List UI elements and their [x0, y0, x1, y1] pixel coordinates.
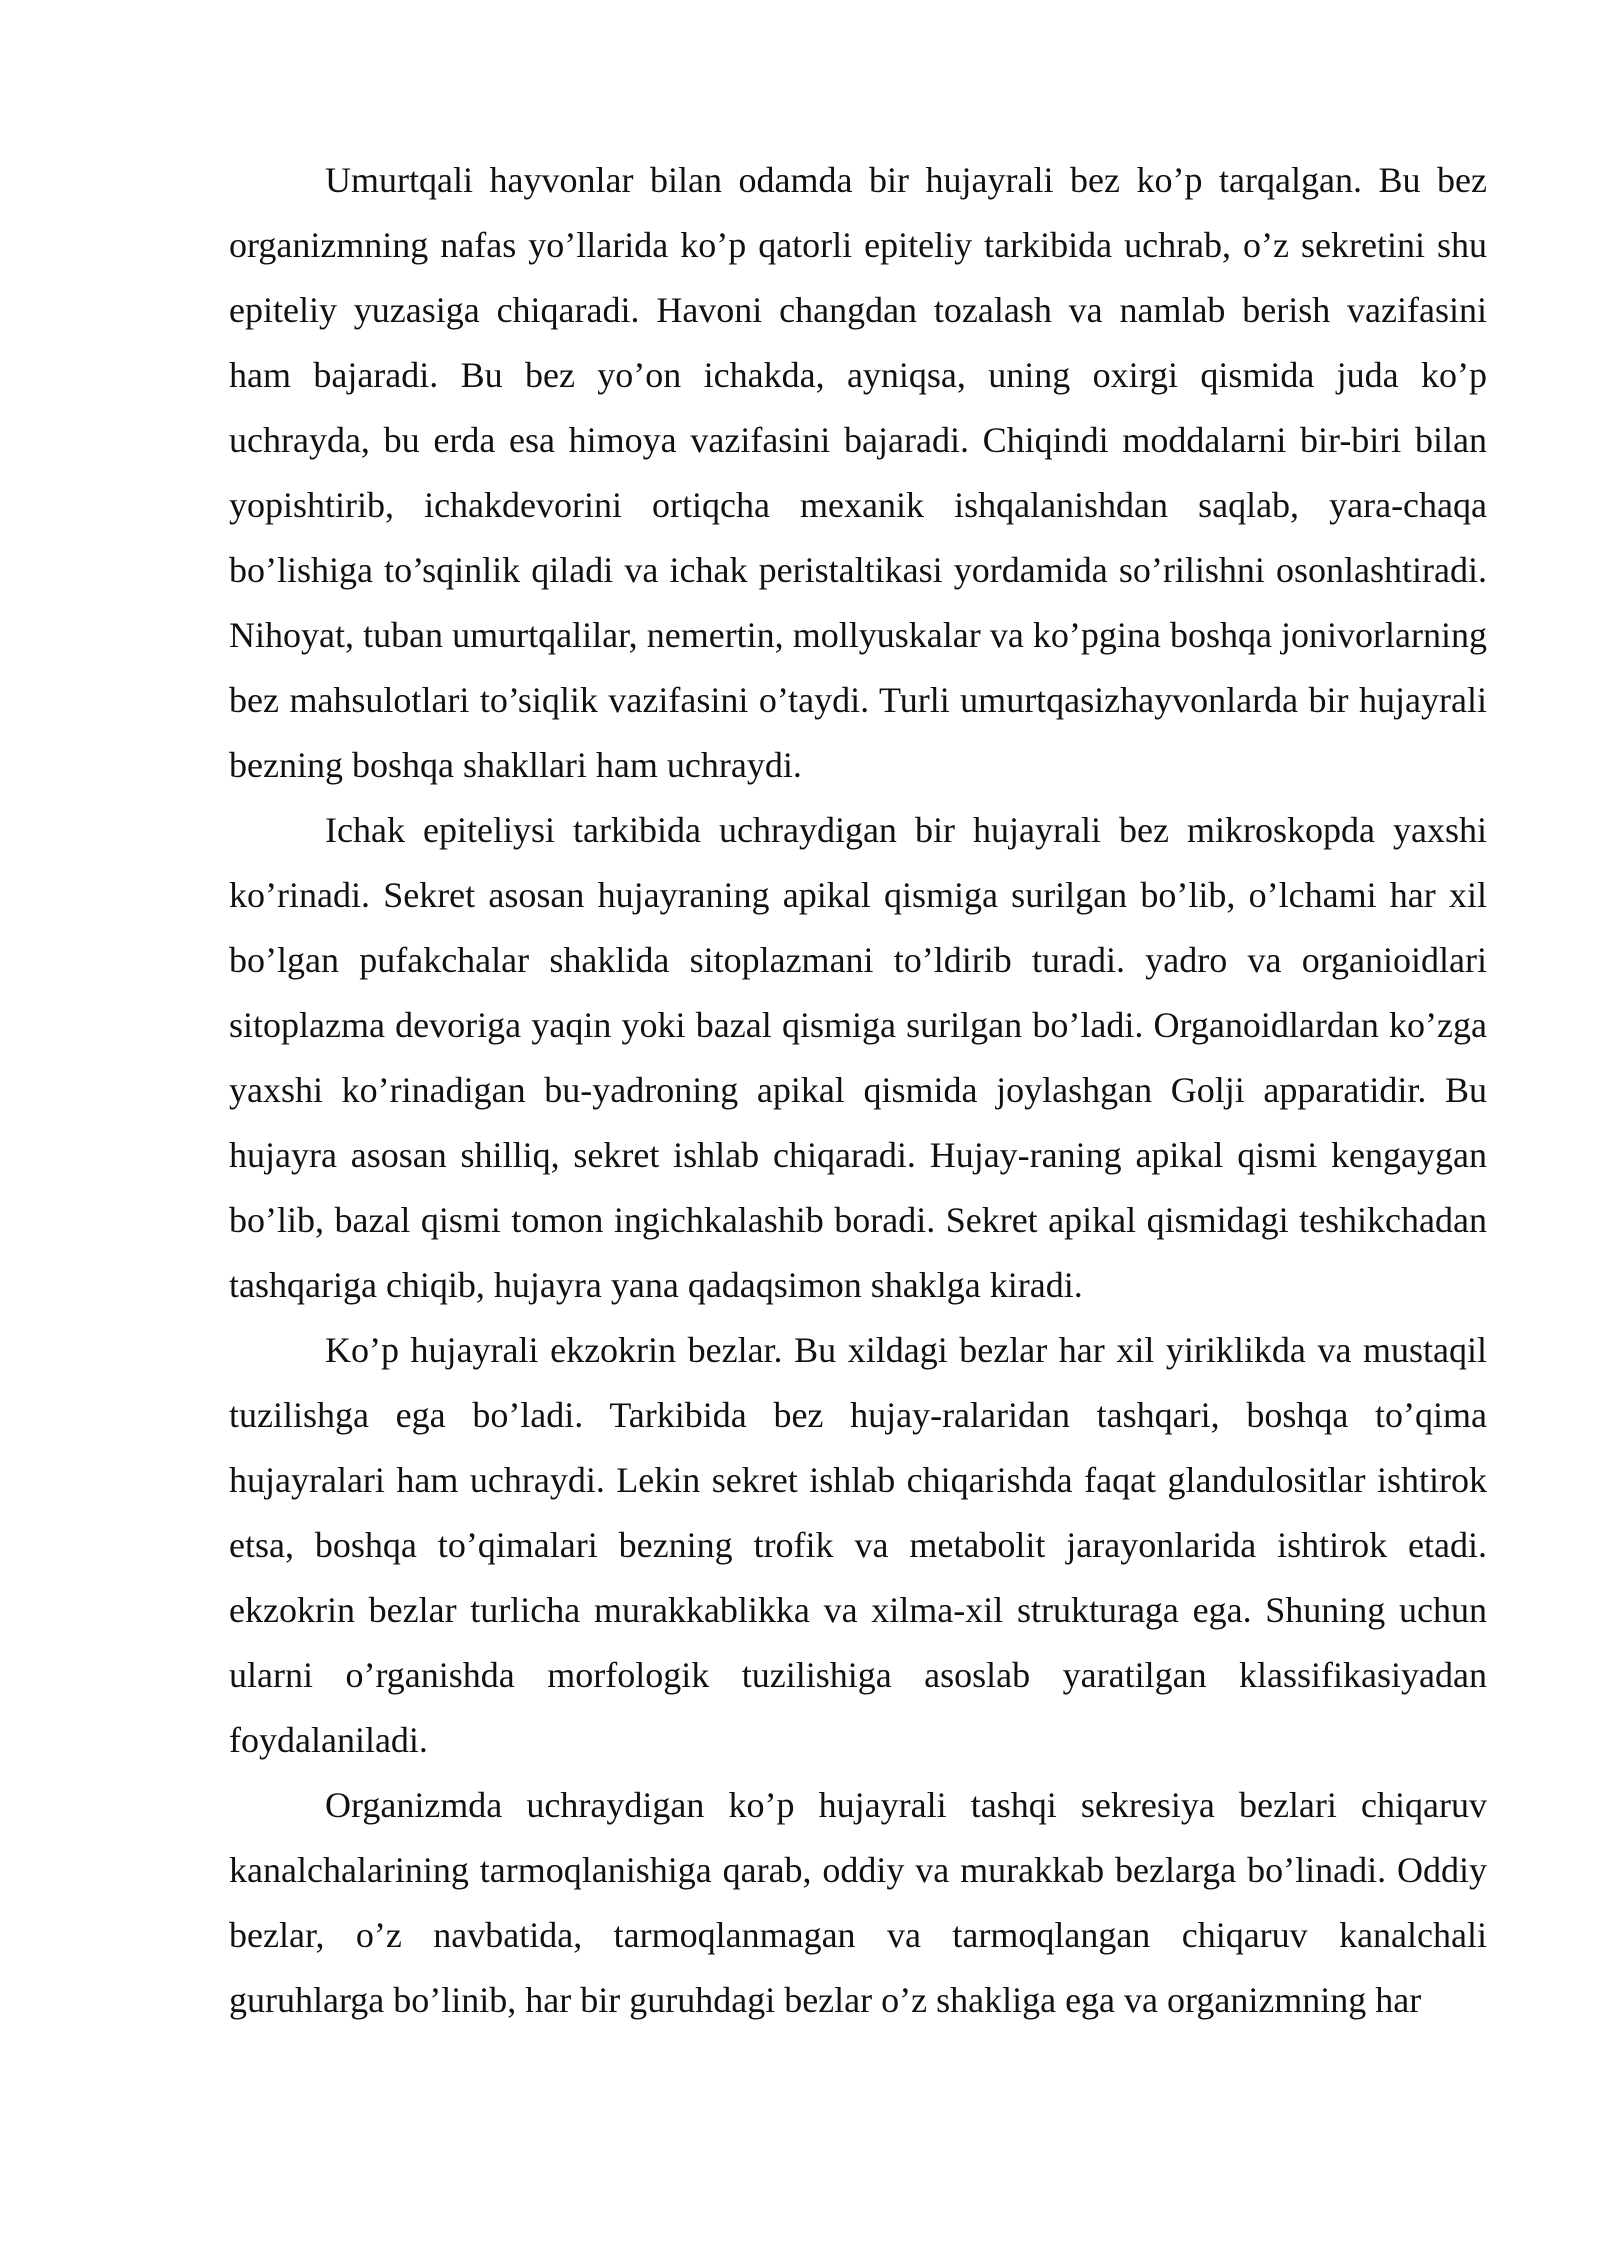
paragraph-4: Organizmda uchraydigan ko’p hujayrali tashqi sekresiya bezlari chiqaruv kanalchalarining tarmoqlanishiga qarab, oddiy va murakkab bezlarga bo’linadi. Oddiy bezlar, o’z navbatida, tarmoqlanmagan va tarmoqlangan chiqaruv kanalchali guruhlarga bo’linib, har bir guruhdagi bezlar o’z shakliga ega va organizmning har: [229, 1785, 1487, 2020]
document-body: [229, 148, 1487, 2033]
paragraph-1: Umurtqali hayvonlar bilan odamda bir hujayrali bez ko’p tarqalgan. Bu bez organizmning nafas yo’llarida ko’p qatorli epiteliy tarkibida uchrab, o’z sekretini shu epiteliy yuzasiga chiqaradi. Havoni changdan tozalash va namlab berish vazifasini ham bajaradi. Bu bez yo’on ichakda, ayniqsa, uning oxirgi qismida juda ko’p uchrayda, bu erda esa himoya vazifasini bajaradi. Chiqindi moddalarni bir-biri bilan yopishtirib, ichakdevorini ortiqcha mexanik ishqalanishdan saqlab, yara-chaqa bo’lishiga to’sqinlik qiladi va ichak peristaltikasi yordamida so’rilishni osonlashtiradi. Nihoyat, tuban umurtqalilar, nemertin, mollyuskalar va ko’pgina boshqa jonivorlarning bez mahsulotlari to’siqlik vazifasini o’taydi. Turli umurtqasizhayvonlarda bir hujayrali bezning boshqa shakllari ham uchraydi.: [229, 160, 1487, 785]
paragraph-2: Ichak epiteliysi tarkibida uchraydigan bir hujayrali bez mikroskopda yaxshi ko’rinadi. Sekret asosan hujayraning apikal qismiga surilgan bo’lib, o’lchami har xil bo’lgan pufakchalar shaklida sitoplazmani to’ldirib turadi. yadro va organioidlari sitoplazma devoriga yaqin yoki bazal qismiga surilgan bo’ladi. Organoidlardan ko’zga yaxshi ko’rinadigan bu-yadroning apikal qismida joylashgan Golji apparatidir. Bu hujayra asosan shilliq, sekret ishlab chiqaradi. Hujay-raning apikal qismi kengaygan bo’lib, bazal qismi tomon ingichkalashib boradi. Sekret apikal qismidagi teshikchadan tashqariga chiqib, hujayra yana qadaqsimon shaklga kiradi.: [229, 810, 1487, 1305]
paragraph-3: Ko’p hujayrali ekzokrin bezlar. Bu xildagi bezlar har xil yiriklikda va mustaqil tuzilishga ega bo’ladi. Tarkibida bez hujay-ralaridan tashqari, boshqa to’qima hujayralari ham uchraydi. Lekin sekret ishlab chiqarishda faqat glandulositlar ishtirok etsa, boshqa to’qimalari bezning trofik va metabolit jarayonlarida ishtirok etadi. ekzokrin bezlar turlicha murakkablikka va xilma-xil strukturaga ega. Shuning uchun ularni o’rganishda morfologik tuzilishiga asoslab yaratilgan klassifikasiyadan foydalaniladi.: [229, 1330, 1487, 1760]
